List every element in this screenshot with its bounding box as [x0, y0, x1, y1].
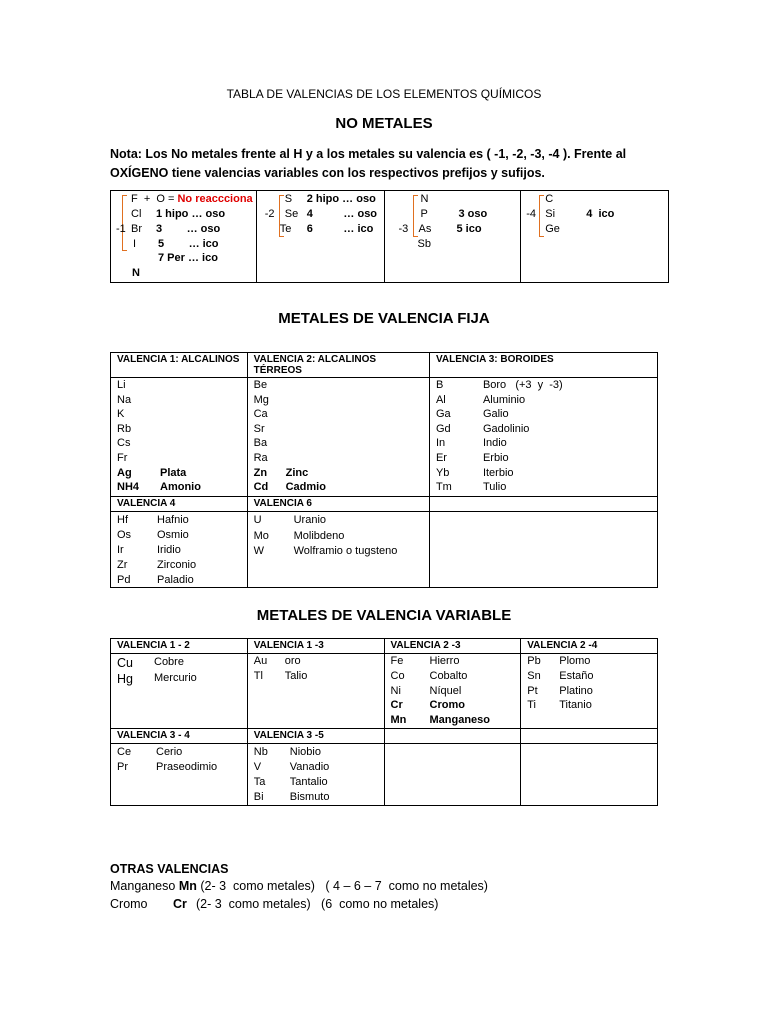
otras-heading: OTRAS VALENCIAS — [110, 862, 229, 876]
element-symbol: Hf — [117, 514, 128, 526]
nitrogenoide-as: As — [418, 223, 432, 235]
element-symbol: Gd — [435, 422, 451, 435]
element-symbol: Cs — [117, 437, 131, 450]
var-header-23: VALENCIA 2 -3 — [384, 639, 521, 654]
var-header-empty-1 — [384, 729, 521, 744]
fija-header-3: VALENCIA 3: BOROIDES — [429, 353, 657, 378]
element-symbol: Cu — [117, 656, 133, 670]
var-header-34: VALENCIA 3 - 4 — [111, 729, 248, 744]
element-name: Estaño — [559, 669, 594, 682]
element-symbol: Bi — [253, 791, 264, 803]
anfigeno-te: Te — [279, 223, 292, 235]
element-symbol: Ra — [253, 452, 268, 464]
element-name: Zinc — [285, 466, 309, 479]
element-name: Molibdeno — [293, 529, 345, 542]
fija-col-empty — [429, 512, 657, 588]
element-symbol: K — [117, 408, 125, 421]
var-col-empty-1 — [384, 744, 521, 806]
element-name: Cadmio — [285, 481, 326, 494]
nitrogenoides-cell — [384, 191, 521, 283]
element-name: Cromo — [429, 699, 465, 712]
document-title: TABLA DE VALENCIAS DE LOS ELEMENTOS QUÍMICOS — [226, 87, 542, 101]
element-symbol: Fr — [117, 452, 128, 464]
var-header-empty-2 — [521, 729, 658, 744]
otras-manganeso — [110, 879, 488, 893]
element-symbol: Pd — [117, 574, 131, 586]
element-name: Cerio — [156, 746, 183, 758]
anfigeno-se: Se — [284, 208, 299, 220]
nitrogenoide-p-val: 3 oso — [458, 208, 488, 220]
carbonoide-c: C — [545, 193, 554, 205]
carbonoide-si-val: 4 ico — [586, 208, 615, 220]
fija-col-boroides — [429, 378, 657, 497]
anfigeno-s: S — [284, 193, 293, 205]
element-name: Talio — [284, 670, 308, 682]
element-symbol: Sr — [253, 422, 265, 435]
element-name: Iridio — [157, 544, 181, 556]
element-name: Boro (+3 y -3) — [482, 379, 563, 391]
element-name: Titanio — [559, 699, 592, 712]
fija-col-alcalinos — [111, 378, 248, 497]
otras-cromo-name: Cromo — [110, 897, 148, 911]
var-header-35: VALENCIA 3 -5 — [247, 729, 384, 744]
element-name: Plomo — [559, 655, 591, 667]
fija-table — [110, 352, 658, 588]
fija-header-v4: VALENCIA 4 — [111, 497, 248, 512]
halogens-cell — [111, 191, 257, 283]
otras-cromo-rest: (2- 3 como metales) (6 como no metales) — [196, 897, 439, 911]
var-col-35 — [247, 744, 384, 806]
element-name: Cobalto — [429, 669, 468, 682]
variable-heading: METALES DE VALENCIA VARIABLE — [256, 607, 512, 624]
halogen-i-val: 5 … ico — [158, 238, 219, 250]
element-symbol: Zn — [253, 466, 268, 479]
element-symbol: Be — [253, 379, 268, 391]
halogen-n: N — [132, 267, 140, 279]
element-symbol: Li — [117, 379, 126, 391]
halogen-cl-val: 1 hipo … oso — [156, 208, 226, 220]
element-name: Erbio — [482, 452, 509, 464]
fija-col-v6 — [247, 512, 429, 588]
halogen-br: Br — [131, 223, 142, 235]
element-name: Tantalio — [289, 776, 328, 788]
var-col-23 — [384, 654, 521, 729]
otras-cromo-symbol: Cr — [173, 897, 187, 911]
element-symbol: Zr — [117, 559, 128, 571]
element-name: Aluminio — [482, 393, 526, 406]
no-reacciona-label: No reaccciona — [177, 193, 253, 205]
otras-mn-symbol: Mn — [178, 879, 197, 893]
element-symbol: Er — [435, 452, 447, 464]
fija-heading: METALES DE VALENCIA FIJA — [278, 310, 490, 327]
anfigeno-se-val: 4 … oso — [306, 208, 378, 220]
element-symbol: U — [253, 514, 262, 526]
var-header-24: VALENCIA 2 -4 — [521, 639, 658, 654]
element-name: Gadolinio — [482, 422, 530, 435]
otras-mn-name: Manganeso — [110, 879, 179, 893]
fija-col-v4 — [111, 512, 248, 588]
nitrogenoides-bracket — [413, 195, 418, 237]
element-symbol: Ir — [117, 544, 124, 556]
element-name: Paladio — [157, 574, 194, 586]
var-col-13 — [247, 654, 384, 729]
no-metales-table — [110, 190, 669, 283]
fija-header-v6: VALENCIA 6 — [247, 497, 429, 512]
var-col-empty-2 — [521, 744, 658, 806]
element-symbol: Ga — [435, 408, 451, 421]
element-symbol: Cd — [253, 481, 269, 494]
element-symbol: Fe — [390, 655, 404, 667]
element-symbol: Tm — [435, 481, 452, 494]
element-name: Cobre — [154, 656, 184, 668]
element-symbol: Os — [117, 529, 132, 541]
element-name: Hafnio — [157, 514, 189, 526]
element-symbol: Ag — [117, 466, 132, 479]
nitrogenoide-as-val: 5 ico — [456, 223, 482, 235]
element-name: Zirconio — [157, 559, 197, 571]
anfigeno-valence: -2 — [264, 208, 275, 220]
element-symbol: Mn — [390, 714, 407, 727]
halogen-cl: Cl — [131, 208, 142, 220]
element-name: Amonio — [160, 481, 201, 494]
no-metales-heading: NO METALES — [335, 115, 433, 132]
element-symbol: Au — [253, 655, 268, 667]
element-name: Niobio — [289, 746, 321, 758]
element-name: Hierro — [429, 655, 460, 667]
element-symbol: V — [253, 761, 262, 773]
halogen-per-val: 7 Per … ico — [158, 252, 218, 264]
element-symbol: Pr — [117, 761, 128, 773]
element-symbol: Ti — [527, 699, 537, 712]
fija-header-1: VALENCIA 1: ALCALINOS — [111, 353, 248, 378]
halogen-i: I — [133, 238, 137, 250]
element-name: Indio — [482, 437, 507, 450]
element-name: Praseodimio — [156, 761, 218, 773]
var-col-34 — [111, 744, 248, 806]
element-name: Uranio — [293, 514, 327, 526]
element-symbol: Mo — [253, 529, 269, 542]
element-name: Manganeso — [429, 714, 491, 727]
element-symbol: B — [435, 379, 444, 391]
nitrogenoide-n: N — [420, 193, 429, 205]
carbonoides-bracket — [539, 195, 544, 237]
element-name: Níquel — [429, 684, 462, 697]
element-symbol: NH4 — [117, 481, 140, 494]
anfigenos-cell — [256, 191, 384, 283]
element-symbol: Tl — [253, 670, 263, 682]
element-name: Wolframio o tugsteno — [293, 545, 398, 557]
nota-line-1: Nota: Los No metales frente al H y a los metales su valencia es ( -1, -2, -3, -4 ). Frente al — [110, 147, 627, 161]
nitrogenoide-p: P — [420, 208, 428, 220]
element-symbol: In — [435, 437, 446, 450]
element-name: Platino — [559, 684, 593, 697]
halogen-br-val: 3 … oso — [156, 223, 221, 235]
element-name: Vanadio — [289, 761, 330, 773]
halogen-valence: -1 — [116, 223, 126, 235]
element-symbol: Nb — [253, 746, 268, 758]
carbonoide-ge: Ge — [545, 223, 560, 235]
fija-col-alcalinoterreos — [247, 378, 429, 497]
otras-mn-rest: (2- 3 como metales) ( 4 – 6 – 7 como no metales) — [196, 879, 488, 893]
var-header-13: VALENCIA 1 -3 — [247, 639, 384, 654]
nitrogenoide-sb: Sb — [417, 238, 431, 250]
element-symbol: Ba — [253, 437, 268, 450]
carbonoide-si: Si — [545, 208, 556, 220]
element-symbol: W — [253, 545, 264, 557]
element-symbol: Na — [117, 393, 132, 406]
var-header-12: VALENCIA 1 - 2 — [111, 639, 248, 654]
variable-table — [110, 638, 658, 806]
element-symbol: Sn — [527, 669, 541, 682]
element-symbol: Hg — [117, 672, 133, 686]
element-symbol: Pt — [527, 684, 538, 697]
element-name: Osmio — [157, 529, 189, 541]
element-symbol: Co — [390, 669, 405, 682]
element-symbol: Al — [435, 393, 446, 406]
element-symbol: Rb — [117, 422, 132, 435]
fija-header-2: VALENCIA 2: ALCALINOS TÉRREOS — [247, 353, 429, 378]
var-col-12 — [111, 654, 248, 729]
nota-line-2: OXÍGENO tiene valencias variables con los respectivos prefijos y sufijos. — [110, 166, 545, 180]
element-name: Plata — [160, 466, 187, 479]
element-name: Bismuto — [289, 791, 330, 803]
element-symbol: Yb — [435, 466, 450, 479]
anfigeno-te-val: 6 … ico — [306, 223, 374, 235]
element-name: Galio — [482, 408, 509, 421]
element-symbol: Cr — [390, 699, 403, 712]
element-symbol: Ce — [117, 746, 132, 758]
element-symbol: Mg — [253, 393, 269, 406]
element-symbol: Ca — [253, 408, 268, 421]
element-name: Tulio — [482, 481, 507, 494]
element-symbol: Ni — [390, 684, 401, 697]
carbonoides-cell — [521, 191, 669, 283]
nitrogenoide-valence: -3 — [398, 223, 409, 235]
var-col-24 — [521, 654, 658, 729]
element-symbol: Pb — [527, 655, 541, 667]
anfigeno-s-val: 2 hipo … oso — [306, 193, 376, 205]
element-symbol: Ta — [253, 776, 266, 788]
element-name: Iterbio — [482, 466, 514, 479]
carbonoide-valence: -4 — [526, 208, 537, 220]
element-name: oro — [284, 655, 301, 667]
fija-header-empty — [429, 497, 657, 512]
halogen-f-label: F + O = — [131, 193, 178, 205]
element-name: Mercurio — [154, 672, 197, 684]
